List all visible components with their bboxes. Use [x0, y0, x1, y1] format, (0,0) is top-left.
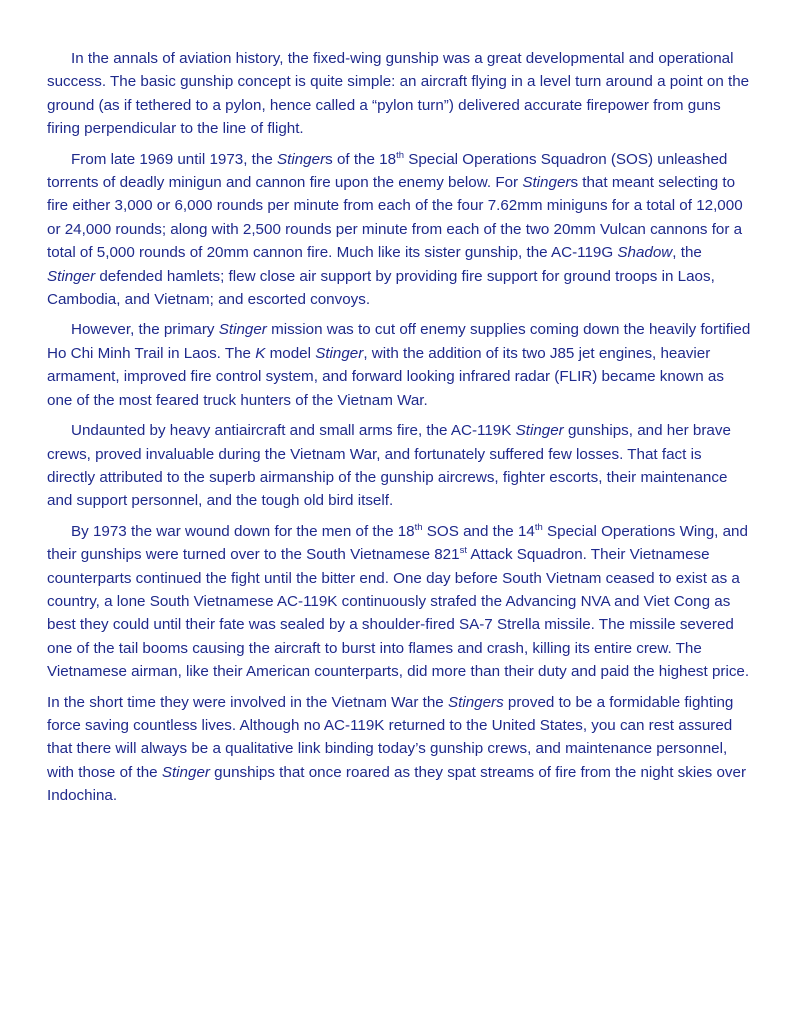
text-run: proved to be a formidable fighting force saving countless lives. Although no AC-119K returned to the United States, you can rest assured that there will always be a qualitative link binding today’s gunship crews, and maintenance personnel, with those of the: [47, 693, 734, 781]
text-run: model: [265, 344, 316, 362]
text-run: SOS and the 14: [422, 522, 535, 540]
italic-text: Stinger: [515, 422, 564, 440]
paragraph-5: [47, 520, 751, 684]
text-run: s of the 18: [325, 150, 397, 168]
italic-text: Stinger: [522, 174, 571, 192]
italic-text: Shadow: [617, 244, 673, 262]
ordinal-suffix: st: [459, 545, 467, 557]
italic-text: Stinger: [277, 150, 326, 168]
ordinal-suffix: th: [396, 149, 405, 161]
text-run: Undaunted by heavy antiaircraft and small arms fire, the AC-119K: [71, 422, 516, 440]
italic-text: Stinger: [47, 267, 96, 285]
paragraph-2: [47, 148, 751, 312]
ordinal-suffix: th: [534, 521, 543, 533]
text-run: From late 1969 until 1973, the: [71, 150, 278, 168]
ordinal-suffix: th: [414, 521, 423, 533]
text-run: mission was to cut off enemy supplies coming down the heavily fortified Ho Chi Minh Trail in Laos. The: [47, 321, 751, 362]
text-run: Special Operations Wing, and their gunships were turned over to the South Vietnamese 821: [47, 522, 748, 564]
paragraph-4: [47, 419, 751, 513]
text-run: In the short time they were involved in the Vietnam War the: [47, 693, 448, 711]
paragraph-3: [47, 318, 751, 412]
text-run: , with the addition of its two J85 jet engines, heavier armament, improved fire control system, and forward looking infrared radar (FLIR) became known as one of the most feared truck hunters of the Vietnam War.: [47, 344, 724, 409]
text-run: Attack Squadron. Their Vietnamese counterparts continued the fight until the bitter end. One day before South Vietnam ceased to exist as a country, a lone South Vietnamese AC-119K continuously strafed the Advancing NVA and Viet Cong as best they could until their fate was sealed by a shoulder-fired SA-7 Strella missile. The missile severed one of the tail booms causing the aircraft to burst into flames and crash, killing its entire crew. The Vietnamese airman, like their American counterparts, did more than their duty and paid the highest price.: [47, 546, 750, 681]
text-run: , the: [672, 244, 702, 262]
italic-text: Stinger: [218, 321, 267, 339]
text-run: defended hamlets; flew close air support by providing fire support for ground troops in Laos, Cambodia, and Vietnam; and escorted convoys.: [47, 267, 715, 309]
paragraph-6: [47, 691, 751, 808]
text-run: Special Operations Squadron (SOS) unleashed torrents of deadly minigun and cannon fire upon the enemy below. For: [47, 150, 728, 192]
italic-text: Stinger: [315, 344, 364, 362]
italic-text: K: [255, 344, 266, 362]
text-run: s that meant selecting to fire either 3,000 or 6,000 rounds per minute from each of the four 7.62mm miniguns for a total of 12,000 or 24,000 rounds; along with 2,500 rounds per minute from each of the two 20mm Vulcan cannons for a total of 5,000 rounds of 20mm cannon fire. Much like its sister gunship, the AC-119G: [47, 174, 743, 262]
text-run: However, the primary: [71, 321, 219, 339]
text-run: In the annals of aviation history, the fixed-wing gunship was a great developmental and operational success. The basic gunship concept is quite simple: an aircraft flying in a level turn around a point on the ground (as if tethered to a pylon, hence called a “pylon turn”) delivered accurate firepower from guns firing perpendicular to the line of flight.: [47, 50, 750, 138]
text-run: By 1973 the war wound down for the men of the 18: [71, 522, 415, 540]
italic-text: Stingers: [447, 693, 504, 711]
italic-text: Stinger: [161, 763, 210, 781]
paragraph-1: [47, 47, 751, 141]
text-run: gunships, and her brave crews, proved invaluable during the Vietnam War, and fortunately suffered few losses. That fact is directly attributed to the superb airmanship of the gunship aircrews, fighter escorts, their maintenance and support personnel, and the tough old bird itself.: [47, 422, 731, 510]
text-run: gunships that once roared as they spat streams of fire from the night skies over Indochina.: [47, 763, 747, 805]
